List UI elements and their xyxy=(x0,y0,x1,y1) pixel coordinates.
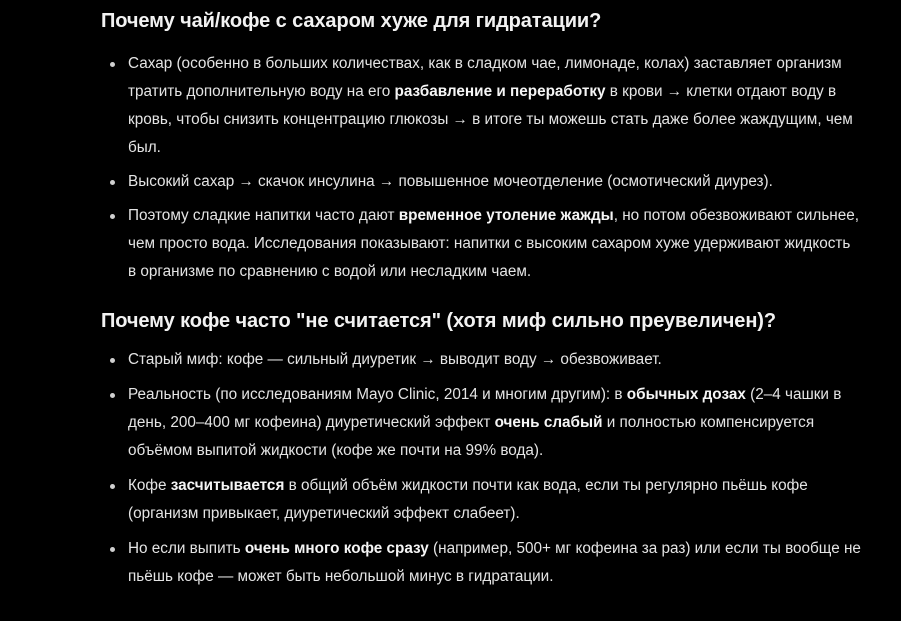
bullet-dot-icon xyxy=(110,393,115,398)
item-text: Кофе xyxy=(128,477,171,494)
item-text: и полностью компенсируется объёмом выпитой жидкости (кофе же почти на 99% вода). xyxy=(128,414,815,459)
item-bold-text: засчитывается xyxy=(170,477,285,494)
item-text: в общий объём жидкости почти как вода, если ты регулярно пьёшь кофе (организм привыкает, диуретический эффект слабеет). xyxy=(128,477,808,522)
message-content xyxy=(101,6,861,598)
item-text: , но потом обезвоживают сильнее, чем просто вода. Исследования показывают: напитки с высоким сахаром хуже удерживают жидкость в организме по сравнению с водой или несладким чаем. xyxy=(128,207,860,280)
item-text: в крови → клетки отдают воду в кровь, чтобы снизить концентрацию глюкозы → в итоге ты можешь стать даже более жаждущим, чем был. xyxy=(128,83,853,156)
item-text: Старый миф: кофе — сильный диуретик → выводит воду → обезвоживает. xyxy=(128,351,662,368)
item-text: (например, 500+ мг кофеина за раз) или если ты вообще не пьёшь кофе — может быть небольшой минус в гидратации. xyxy=(128,540,861,585)
list-item xyxy=(101,535,861,591)
bullet-dot-icon xyxy=(110,62,115,67)
bullet-dot-icon xyxy=(110,358,115,363)
bullet-dot-icon xyxy=(110,484,115,489)
section-heading-sugar: Почему чай/кофе с сахаром хуже для гидратации? xyxy=(101,10,602,32)
coffee-bullet-list xyxy=(101,346,861,591)
list-item xyxy=(101,381,861,465)
item-text: Реальность (по исследованиям Mayo Clinic, 2014 и многим другим): в xyxy=(128,386,627,403)
bullet-dot-icon xyxy=(110,180,115,185)
item-text: Высокий сахар → скачок инсулина → повышенное мочеотделение (осмотический диурез). xyxy=(128,173,773,190)
item-bold-text: обычных дозах xyxy=(626,386,746,403)
sugar-bullet-list xyxy=(101,50,861,286)
section-heading-coffee: Почему кофе часто "не считается" (хотя миф сильно преувеличен)? xyxy=(101,310,776,332)
list-item xyxy=(101,346,861,374)
item-bold-text: очень слабый xyxy=(494,414,603,431)
item-text: (2–4 чашки в день, 200–400 мг кофеина) диуретический эффект xyxy=(128,386,842,431)
item-text: Сахар (особенно в больших количествах, как в сладком чае, лимонаде, колах) заставляет организм тратить дополнительную воду на его xyxy=(128,55,842,100)
item-bold-text: временное утоление жажды xyxy=(398,207,614,224)
list-item xyxy=(101,168,861,196)
bullet-dot-icon xyxy=(110,547,115,552)
item-bold-text: разбавление и переработку xyxy=(394,83,606,100)
item-text: Поэтому сладкие напитки часто дают xyxy=(128,207,399,224)
list-item xyxy=(101,472,861,528)
list-item xyxy=(101,202,861,286)
item-text: Но если выпить xyxy=(128,540,245,557)
item-bold-text: очень много кофе сразу xyxy=(244,540,429,557)
list-item xyxy=(101,50,861,162)
bullet-dot-icon xyxy=(110,214,115,219)
